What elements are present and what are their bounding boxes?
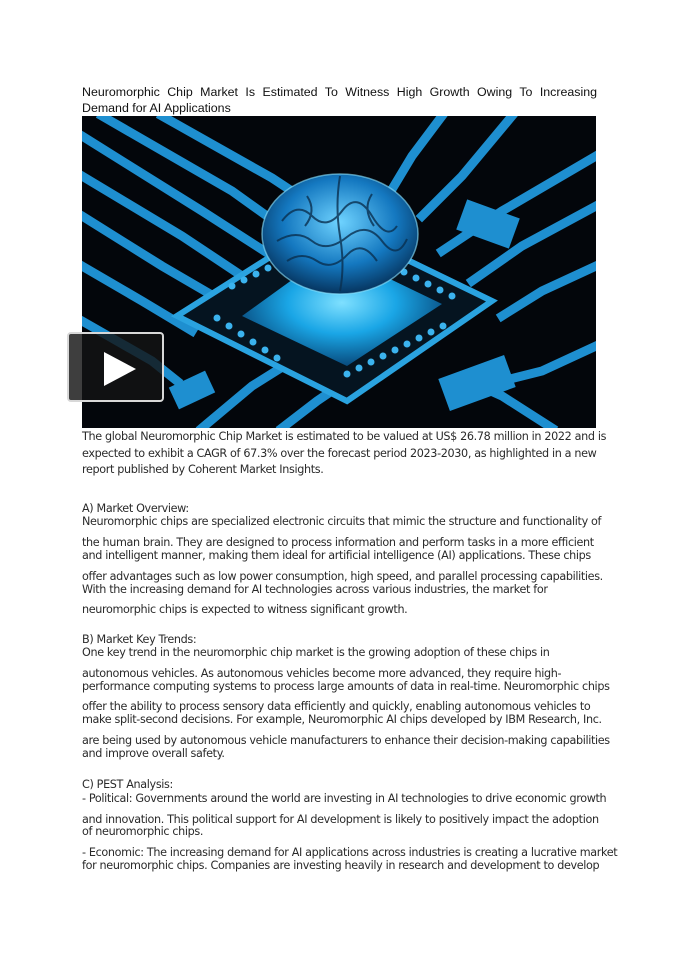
body-line: neuromorphic chips is expected to witness significant growth.: [82, 603, 408, 616]
body-line: and intelligent manner, making them ideal for artificial intelligence (AI) applications. These chips: [82, 549, 591, 562]
document-title: Neuromorphic Chip Market Is Estimated To Witness High Growth Owing To Increasing Demand for AI Applications: [82, 85, 597, 115]
section-heading: B) Market Key Trends:: [82, 633, 197, 646]
body-line: of neuromorphic chips.: [82, 825, 204, 838]
body-line: - Political: Governments around the world are investing in AI technologies to drive economic growth: [82, 792, 607, 805]
body-line: offer the ability to process sensory data efficiently and quickly, enabling autonomous vehicles to: [82, 700, 591, 713]
body-line: are being used by autonomous vehicle manufacturers to enhance their decision-making capabilities: [82, 734, 610, 747]
body-line: Neuromorphic chips are specialized electronic circuits that mimic the structure and functionality of: [82, 515, 602, 528]
body-line: and improve overall safety.: [82, 747, 225, 760]
body-line: autonomous vehicles. As autonomous vehicles become more advanced, they require high-: [82, 667, 562, 680]
play-icon: [102, 350, 138, 388]
body-line: for neuromorphic chips. Companies are investing heavily in research and development to develop: [82, 859, 600, 872]
intro-line: report published by Coherent Market Insights.: [82, 463, 324, 476]
body-line: performance computing systems to process large amounts of data in real-time. Neuromorphic chips: [82, 680, 610, 693]
body-line: One key trend in the neuromorphic chip market is the growing adoption of these chips in: [82, 646, 550, 659]
intro-line: expected to exhibit a CAGR of 67.3% over the forecast period 2023-2030, as highlighted in a new: [82, 447, 597, 460]
body-line: and innovation. This political support for AI development is likely to positively impact the adoption: [82, 813, 599, 826]
body-line: With the increasing demand for AI technologies across various industries, the market for: [82, 583, 548, 596]
section-heading: A) Market Overview:: [82, 502, 189, 515]
body-line: - Economic: The increasing demand for AI applications across industries is creating a lucrative market: [82, 846, 618, 859]
intro-line: The global Neuromorphic Chip Market is estimated to be valued at US$ 26.78 million in 2022 and is: [82, 430, 607, 443]
body-line: offer advantages such as low power consumption, high speed, and parallel processing capabilities.: [82, 570, 603, 583]
video-play-button[interactable]: [67, 332, 164, 402]
section-heading: C) PEST Analysis:: [82, 778, 173, 791]
body-line: the human brain. They are designed to process information and perform tasks in a more efficient: [82, 536, 594, 549]
body-line: make split-second decisions. For example, Neuromorphic AI chips developed by IBM Research, Inc.: [82, 713, 602, 726]
